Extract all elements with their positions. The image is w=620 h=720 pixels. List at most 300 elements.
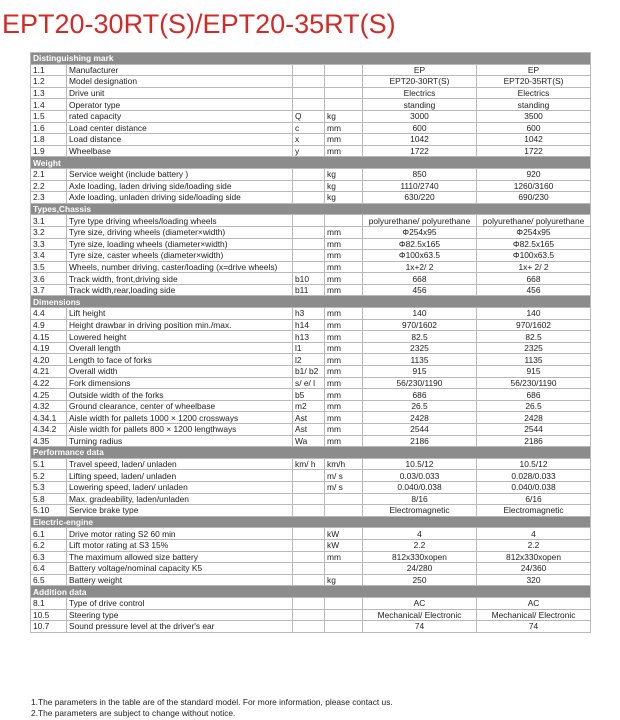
value-ept20-35rt: Mechanical/ Electronic — [477, 609, 591, 621]
row-number: 4.34.2 — [31, 424, 67, 436]
symbol — [293, 539, 325, 551]
parameter-name: Height drawbar in driving position min./max. — [67, 319, 293, 331]
symbol: Ast — [293, 412, 325, 424]
value-ept20-30rt: 0.040/0.038 — [363, 481, 477, 493]
row-number: 5.1 — [31, 458, 67, 470]
section-header — [31, 296, 591, 308]
value-ept20-35rt: 1042 — [477, 134, 591, 146]
value-ept20-35rt: 456 — [477, 284, 591, 296]
value-ept20-30rt: 630/220 — [363, 192, 477, 204]
value-ept20-35rt: 686 — [477, 389, 591, 401]
parameter-name: Service weight (include battery ) — [67, 168, 293, 180]
row-number: 4.19 — [31, 342, 67, 354]
table-row — [31, 493, 591, 505]
row-number: 2.1 — [31, 168, 67, 180]
section-title: Performance data — [31, 447, 591, 459]
value-ept20-30rt: 2325 — [363, 342, 477, 354]
unit — [325, 609, 363, 621]
value-ept20-30rt: 2428 — [363, 412, 477, 424]
row-number: 3.7 — [31, 284, 67, 296]
page-title: EPT20-30RT(S)/EPT20-35RT(S) — [2, 9, 396, 39]
row-number: 6.3 — [31, 551, 67, 563]
table-row — [31, 609, 591, 621]
unit: mm — [325, 412, 363, 424]
value-ept20-35rt: EPT20-35RT(S) — [477, 76, 591, 88]
section-header — [31, 157, 591, 169]
value-ept20-35rt: 6/16 — [477, 493, 591, 505]
table-row — [31, 377, 591, 389]
symbol: c — [293, 122, 325, 134]
unit — [325, 493, 363, 505]
value-ept20-30rt: 0.03/0.033 — [363, 470, 477, 482]
footnote-2: 2.The parameters are subject to change without notice. — [31, 707, 236, 718]
row-number: 4.22 — [31, 377, 67, 389]
unit: mm — [325, 366, 363, 378]
unit: kg — [325, 192, 363, 204]
unit: kg — [325, 110, 363, 122]
unit — [325, 215, 363, 227]
value-ept20-30rt: 10.5/12 — [363, 458, 477, 470]
parameter-name: Drive motor rating S2 60 min — [67, 528, 293, 540]
symbol: b10 — [293, 273, 325, 285]
symbol — [293, 609, 325, 621]
value-ept20-35rt: 970/1602 — [477, 319, 591, 331]
unit: mm — [325, 284, 363, 296]
table-row — [31, 168, 591, 180]
table-row — [31, 539, 591, 551]
parameter-name: Tyre size, driving wheels (diameter×width) — [67, 226, 293, 238]
unit: mm — [325, 400, 363, 412]
value-ept20-30rt: 8/16 — [363, 493, 477, 505]
parameter-name: Service brake type — [67, 505, 293, 517]
symbol — [293, 192, 325, 204]
parameter-name: Outside width of the forks — [67, 389, 293, 401]
parameter-name: Wheelbase — [67, 145, 293, 157]
row-number: 1.6 — [31, 122, 67, 134]
symbol: b1/ b2 — [293, 366, 325, 378]
section-title: Addition data — [31, 586, 591, 598]
value-ept20-30rt: Φ254x95 — [363, 226, 477, 238]
value-ept20-35rt: 10.5/12 — [477, 458, 591, 470]
value-ept20-30rt: 686 — [363, 389, 477, 401]
section-header — [31, 516, 591, 528]
table-row — [31, 215, 591, 227]
table-row — [31, 342, 591, 354]
row-number: 3.6 — [31, 273, 67, 285]
value-ept20-30rt: Mechanical/ Electronic — [363, 609, 477, 621]
value-ept20-35rt: 1x+ 2/ 2 — [477, 261, 591, 273]
row-number: 1.3 — [31, 87, 67, 99]
parameter-name: Axle loading, laden driving side/loading side — [67, 180, 293, 192]
parameter-name: Track width,rear,loading side — [67, 284, 293, 296]
value-ept20-35rt: Electrics — [477, 87, 591, 99]
value-ept20-35rt: 920 — [477, 168, 591, 180]
table-row — [31, 308, 591, 320]
value-ept20-30rt: 1042 — [363, 134, 477, 146]
table-row — [31, 621, 591, 633]
value-ept20-35rt: polyurethane/ polyurethane — [477, 215, 591, 227]
parameter-name: Manufacturer — [67, 64, 293, 76]
unit — [325, 621, 363, 633]
unit: kW — [325, 528, 363, 540]
symbol — [293, 168, 325, 180]
symbol — [293, 99, 325, 111]
table-row — [31, 122, 591, 134]
row-number: 4.4 — [31, 308, 67, 320]
row-number: 3.1 — [31, 215, 67, 227]
symbol: x — [293, 134, 325, 146]
value-ept20-35rt: standing — [477, 99, 591, 111]
section-title: Types,Chassis — [31, 203, 591, 215]
unit — [325, 563, 363, 575]
unit: mm — [325, 145, 363, 157]
unit: kg — [325, 168, 363, 180]
row-number: 3.5 — [31, 261, 67, 273]
value-ept20-35rt: Φ254x95 — [477, 226, 591, 238]
symbol — [293, 563, 325, 575]
value-ept20-35rt: 1260/3160 — [477, 180, 591, 192]
value-ept20-30rt: 668 — [363, 273, 477, 285]
symbol — [293, 470, 325, 482]
value-ept20-30rt: 1135 — [363, 354, 477, 366]
value-ept20-35rt: 2544 — [477, 424, 591, 436]
unit: mm — [325, 342, 363, 354]
table-row — [31, 563, 591, 575]
value-ept20-30rt: 140 — [363, 308, 477, 320]
parameter-name: Lowering speed, laden/ unladen — [67, 481, 293, 493]
row-number: 4.25 — [31, 389, 67, 401]
row-number: 6.1 — [31, 528, 67, 540]
value-ept20-30rt: EP — [363, 64, 477, 76]
parameter-name: Tyre size, loading wheels (diameter×width) — [67, 238, 293, 250]
symbol: l2 — [293, 354, 325, 366]
footnotes — [31, 697, 393, 718]
section-title: Distinguishing mark — [31, 53, 591, 65]
value-ept20-35rt: 2428 — [477, 412, 591, 424]
row-number: 3.3 — [31, 238, 67, 250]
row-number: 1.1 — [31, 64, 67, 76]
symbol — [293, 551, 325, 563]
symbol — [293, 528, 325, 540]
section-title: Electric-engine — [31, 516, 591, 528]
parameter-name: Drive unit — [67, 87, 293, 99]
table-row — [31, 528, 591, 540]
value-ept20-35rt: 1135 — [477, 354, 591, 366]
value-ept20-35rt: 320 — [477, 574, 591, 586]
unit: kg — [325, 180, 363, 192]
section-title: Dimensions — [31, 296, 591, 308]
symbol — [293, 87, 325, 99]
symbol — [293, 180, 325, 192]
row-number: 3.2 — [31, 226, 67, 238]
table-row — [31, 412, 591, 424]
parameter-name: Axle loading, unladen driving side/loading side — [67, 192, 293, 204]
value-ept20-30rt: 812x330xopen — [363, 551, 477, 563]
table-row — [31, 481, 591, 493]
value-ept20-30rt: 850 — [363, 168, 477, 180]
footnote-1: 1.The parameters in the table are of the standard model. For more information, please contact us. — [31, 697, 393, 707]
value-ept20-30rt: 26.5 — [363, 400, 477, 412]
symbol — [293, 481, 325, 493]
symbol — [293, 493, 325, 505]
symbol: h14 — [293, 319, 325, 331]
value-ept20-30rt: 915 — [363, 366, 477, 378]
unit — [325, 99, 363, 111]
value-ept20-35rt: 690/230 — [477, 192, 591, 204]
unit: mm — [325, 389, 363, 401]
row-number: 1.2 — [31, 76, 67, 88]
parameter-name: Overall width — [67, 366, 293, 378]
table-row — [31, 470, 591, 482]
symbol: s/ e/ l — [293, 377, 325, 389]
parameter-name: Tyre type driving wheels/loading wheels — [67, 215, 293, 227]
symbol: Q — [293, 110, 325, 122]
unit: mm — [325, 331, 363, 343]
value-ept20-35rt: 0.040/0.038 — [477, 481, 591, 493]
section-header — [31, 447, 591, 459]
row-number: 2.3 — [31, 192, 67, 204]
symbol — [293, 261, 325, 273]
value-ept20-35rt: 56/230/1190 — [477, 377, 591, 389]
parameter-name: Tyre size, caster wheels (diameter×width) — [67, 250, 293, 262]
row-number: 10.5 — [31, 609, 67, 621]
section-header — [31, 203, 591, 215]
row-number: 4.20 — [31, 354, 67, 366]
value-ept20-30rt: 600 — [363, 122, 477, 134]
table-row — [31, 284, 591, 296]
value-ept20-30rt: Electromagnetic — [363, 505, 477, 517]
spec-table — [30, 52, 591, 633]
row-number: 5.2 — [31, 470, 67, 482]
value-ept20-35rt: 4 — [477, 528, 591, 540]
value-ept20-30rt: 4 — [363, 528, 477, 540]
table-row — [31, 424, 591, 436]
table-row — [31, 273, 591, 285]
unit — [325, 505, 363, 517]
parameter-name: Model designation — [67, 76, 293, 88]
value-ept20-30rt: 56/230/1190 — [363, 377, 477, 389]
parameter-name: Lift height — [67, 308, 293, 320]
parameter-name: rated capacity — [67, 110, 293, 122]
row-number: 4.9 — [31, 319, 67, 331]
symbol — [293, 621, 325, 633]
symbol: Wa — [293, 435, 325, 447]
symbol — [293, 226, 325, 238]
table-row — [31, 99, 591, 111]
row-number: 5.3 — [31, 481, 67, 493]
symbol: b11 — [293, 284, 325, 296]
row-number: 4.21 — [31, 366, 67, 378]
table-row — [31, 505, 591, 517]
value-ept20-35rt: EP — [477, 64, 591, 76]
value-ept20-30rt: AC — [363, 597, 477, 609]
parameter-name: Turning radius — [67, 435, 293, 447]
table-row — [31, 250, 591, 262]
row-number: 5.8 — [31, 493, 67, 505]
value-ept20-30rt: 24/280 — [363, 563, 477, 575]
table-row — [31, 180, 591, 192]
unit: mm — [325, 261, 363, 273]
symbol — [293, 238, 325, 250]
symbol: Ast — [293, 424, 325, 436]
table-row — [31, 574, 591, 586]
parameter-name: The maximum allowed size battery — [67, 551, 293, 563]
value-ept20-30rt: 250 — [363, 574, 477, 586]
value-ept20-30rt: 74 — [363, 621, 477, 633]
symbol: y — [293, 145, 325, 157]
table-row — [31, 366, 591, 378]
value-ept20-30rt: Electrics — [363, 87, 477, 99]
row-number: 3.4 — [31, 250, 67, 262]
value-ept20-35rt: 668 — [477, 273, 591, 285]
value-ept20-35rt: 24/360 — [477, 563, 591, 575]
row-number: 1.5 — [31, 110, 67, 122]
unit: mm — [325, 238, 363, 250]
table-row — [31, 597, 591, 609]
row-number: 6.4 — [31, 563, 67, 575]
value-ept20-30rt: 970/1602 — [363, 319, 477, 331]
parameter-name: Length to face of forks — [67, 354, 293, 366]
symbol: b5 — [293, 389, 325, 401]
value-ept20-35rt: Φ82.5x165 — [477, 238, 591, 250]
table-row — [31, 87, 591, 99]
symbol: l1 — [293, 342, 325, 354]
symbol — [293, 250, 325, 262]
value-ept20-35rt: 82.5 — [477, 331, 591, 343]
value-ept20-35rt: 3500 — [477, 110, 591, 122]
value-ept20-30rt: Φ82.5x165 — [363, 238, 477, 250]
value-ept20-30rt: standing — [363, 99, 477, 111]
value-ept20-35rt: 915 — [477, 366, 591, 378]
value-ept20-30rt: 1x+2/ 2 — [363, 261, 477, 273]
symbol — [293, 64, 325, 76]
table-row — [31, 435, 591, 447]
unit — [325, 64, 363, 76]
symbol — [293, 76, 325, 88]
table-row — [31, 145, 591, 157]
symbol: km/ h — [293, 458, 325, 470]
value-ept20-35rt: 2.2 — [477, 539, 591, 551]
unit: mm — [325, 250, 363, 262]
value-ept20-30rt: polyurethane/ polyurethane — [363, 215, 477, 227]
parameter-name: Ground clearance, center of wheelbase — [67, 400, 293, 412]
table-row — [31, 319, 591, 331]
row-number: 4.34.1 — [31, 412, 67, 424]
value-ept20-35rt: 812x330xopen — [477, 551, 591, 563]
row-number: 1.9 — [31, 145, 67, 157]
row-number: 5.10 — [31, 505, 67, 517]
unit: mm — [325, 551, 363, 563]
row-number: 1.4 — [31, 99, 67, 111]
parameter-name: Track width, front,driving side — [67, 273, 293, 285]
unit: kW — [325, 539, 363, 551]
unit: mm — [325, 273, 363, 285]
parameter-name: Aisle width for pallets 800 × 1200 lengthways — [67, 424, 293, 436]
table-row — [31, 331, 591, 343]
table-row — [31, 354, 591, 366]
value-ept20-30rt: 3000 — [363, 110, 477, 122]
row-number: 6.2 — [31, 539, 67, 551]
parameter-name: Type of drive control — [67, 597, 293, 609]
value-ept20-30rt: 1110/2740 — [363, 180, 477, 192]
value-ept20-35rt: 26.5 — [477, 400, 591, 412]
row-number: 4.35 — [31, 435, 67, 447]
table-row — [31, 192, 591, 204]
unit — [325, 597, 363, 609]
value-ept20-30rt: Φ100x63.5 — [363, 250, 477, 262]
section-header — [31, 53, 591, 65]
unit: mm — [325, 354, 363, 366]
unit: mm — [325, 377, 363, 389]
symbol: m2 — [293, 400, 325, 412]
parameter-name: Aisle width for pallets 1000 × 1200 crossways — [67, 412, 293, 424]
value-ept20-30rt: 456 — [363, 284, 477, 296]
unit: m/ s — [325, 481, 363, 493]
row-number: 8.1 — [31, 597, 67, 609]
parameter-name: Lift motor rating at S3 15% — [67, 539, 293, 551]
unit: km/h — [325, 458, 363, 470]
table-row — [31, 551, 591, 563]
row-number: 4.15 — [31, 331, 67, 343]
unit: mm — [325, 308, 363, 320]
symbol — [293, 215, 325, 227]
value-ept20-35rt: 140 — [477, 308, 591, 320]
symbol — [293, 505, 325, 517]
value-ept20-35rt: AC — [477, 597, 591, 609]
symbol: h3 — [293, 308, 325, 320]
value-ept20-35rt: 2186 — [477, 435, 591, 447]
table-row — [31, 76, 591, 88]
value-ept20-35rt: Φ100x63.5 — [477, 250, 591, 262]
row-number: 10.7 — [31, 621, 67, 633]
parameter-name: Load center distance — [67, 122, 293, 134]
value-ept20-35rt: 2325 — [477, 342, 591, 354]
parameter-name: Battery voltage/nominal capacity K5 — [67, 563, 293, 575]
row-number: 1.8 — [31, 134, 67, 146]
parameter-name: Fork dimensions — [67, 377, 293, 389]
value-ept20-30rt: 2544 — [363, 424, 477, 436]
unit: mm — [325, 134, 363, 146]
unit: mm — [325, 319, 363, 331]
unit: mm — [325, 435, 363, 447]
parameter-name: Lowered height — [67, 331, 293, 343]
value-ept20-30rt: 2.2 — [363, 539, 477, 551]
parameter-name: Steering type — [67, 609, 293, 621]
row-number: 6.5 — [31, 574, 67, 586]
value-ept20-35rt: 600 — [477, 122, 591, 134]
value-ept20-30rt: 1722 — [363, 145, 477, 157]
symbol: h13 — [293, 331, 325, 343]
table-row — [31, 400, 591, 412]
unit: mm — [325, 122, 363, 134]
unit — [325, 76, 363, 88]
table-row — [31, 134, 591, 146]
unit — [325, 87, 363, 99]
parameter-name: Max. gradeability, laden/unladen — [67, 493, 293, 505]
unit: mm — [325, 424, 363, 436]
section-header — [31, 586, 591, 598]
symbol — [293, 574, 325, 586]
table-row — [31, 261, 591, 273]
value-ept20-30rt: EPT20-30RT(S) — [363, 76, 477, 88]
parameter-name: Lifting speed, laden/ unladen — [67, 470, 293, 482]
unit: m/ s — [325, 470, 363, 482]
table-row — [31, 238, 591, 250]
table-row — [31, 389, 591, 401]
table-row — [31, 226, 591, 238]
parameter-name: Overall length — [67, 342, 293, 354]
symbol — [293, 597, 325, 609]
